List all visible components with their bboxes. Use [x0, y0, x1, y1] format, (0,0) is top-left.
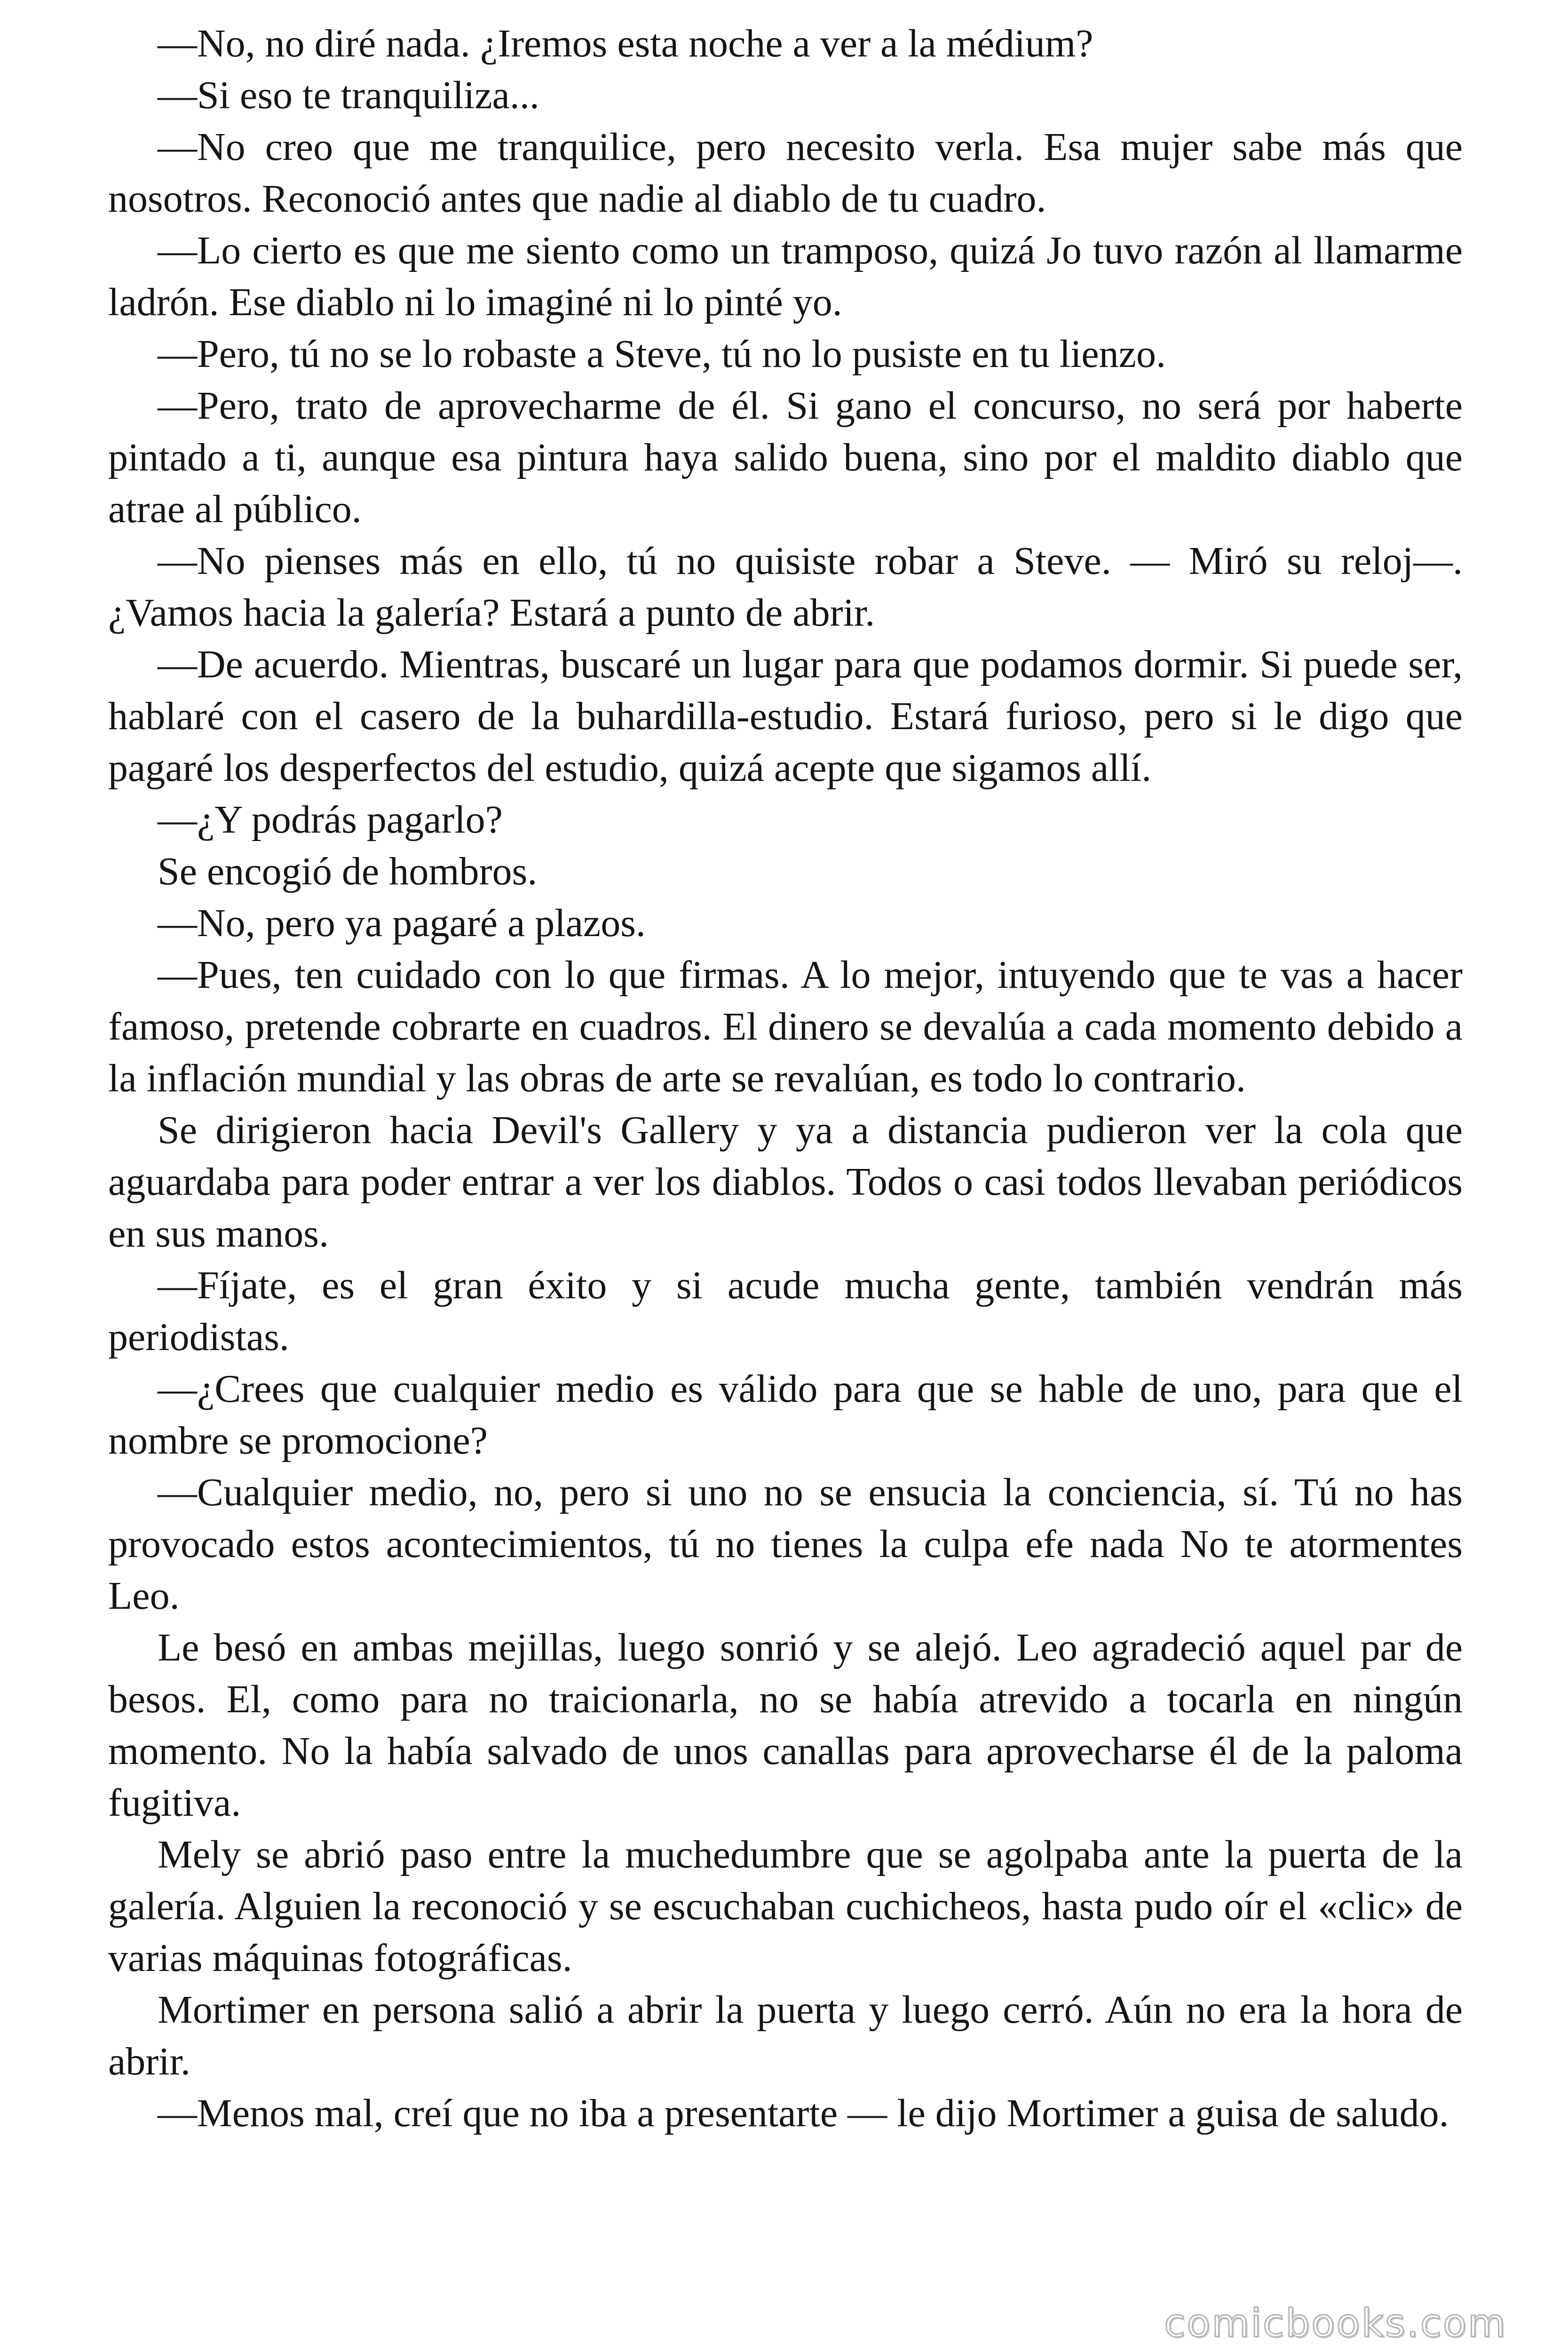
paragraph: Le besó en ambas mejillas, luego sonrió y se alejó. Leo agradeció aquel par de besos. El, como para no traicionarla, no se había atrevido a tocarla en ningún momento. No la había salvado de unos canallas para aprovecharse él de la paloma fugitiva.	[108, 1626, 1463, 1825]
paragraph: —No creo que me tranquilice, pero necesito verla. Esa mujer sabe más que nosotros. Reconoció antes que nadie al diablo de tu cuadro.	[108, 125, 1463, 221]
paragraph: Mortimer en persona salió a abrir la puerta y luego cerró. Aún no era la hora de abrir.	[108, 1988, 1463, 2083]
paragraph: —Cualquier medio, no, pero si uno no se ensucia la conciencia, sí. Tú no has provocado estos acontecimientos, tú no tienes la culpa efe nada No te atormentes Leo.	[108, 1470, 1463, 1618]
paragraph: —Pero, tú no se lo robaste a Steve, tú no lo pusiste en tu lienzo.	[158, 332, 1166, 376]
paragraph: Mely se abrió paso entre la muchedumbre que se agolpaba ante la puerta de la galería. Alguien la reconoció y se escuchaban cuchicheos, hasta pudo oír el «clic» de varias máquinas fotográficas.	[108, 1833, 1463, 1980]
paragraph: —No, pero ya pagaré a plazos.	[158, 901, 646, 945]
paragraph: —Lo cierto es que me siento como un tramposo, quizá Jo tuvo razón al llamarme ladrón. Ese diablo ni lo imaginé ni lo pinté yo.	[108, 229, 1463, 324]
paragraph: —Si eso te tranquiliza...	[158, 73, 539, 117]
paragraph: —No pienses más en ello, tú no quisiste robar a Steve. — Miró su reloj—. ¿Vamos hacia la galería? Estará a punto de abrir.	[108, 539, 1463, 635]
paragraph: —Pero, trato de aprovecharme de él. Si gano el concurso, no será por haberte pintado a ti, aunque esa pintura haya salido buena, sino por el maldito diablo que atrae al público.	[108, 384, 1463, 531]
paragraph: —Fíjate, es el gran éxito y si acude mucha gente, también vendrán más periodistas.	[108, 1263, 1463, 1359]
paragraph: Se encogió de hombros.	[158, 850, 538, 893]
paragraph: —De acuerdo. Mientras, buscaré un lugar para que podamos dormir. Si puede ser, hablaré con el casero de la buhardilla-estudio. Estará furioso, pero si le digo que pagaré los desperfectos del estudio, quizá acepte que sigamos allí.	[108, 643, 1463, 790]
paragraph: —No, no diré nada. ¿Iremos esta noche a ver a la médium?	[158, 22, 1093, 65]
watermark: comicbooks.com	[1164, 2301, 1507, 2346]
book-page-text	[108, 18, 1463, 2139]
paragraph: —¿Y podrás pagarlo?	[158, 798, 503, 842]
paragraph: Se dirigieron hacia Devil's Gallery y ya a distancia pudieron ver la cola que aguardaba para poder entrar a ver los diablos. Todos o casi todos llevaban periódicos en sus manos.	[108, 1108, 1463, 1255]
paragraph: —¿Crees que cualquier medio es válido para que se hable de uno, para que el nombre se promocione?	[108, 1367, 1463, 1462]
paragraph: —Pues, ten cuidado con lo que firmas. A lo mejor, intuyendo que te vas a hacer famoso, pretende cobrarte en cuadros. El dinero se devalúa a cada momento debido a la inflación mundial y las obras de arte se revalúan, es todo lo contrario.	[108, 953, 1463, 1100]
paragraph: —Menos mal, creí que no iba a presentarte — le dijo Mortimer a guisa de saludo.	[158, 2091, 1449, 2135]
